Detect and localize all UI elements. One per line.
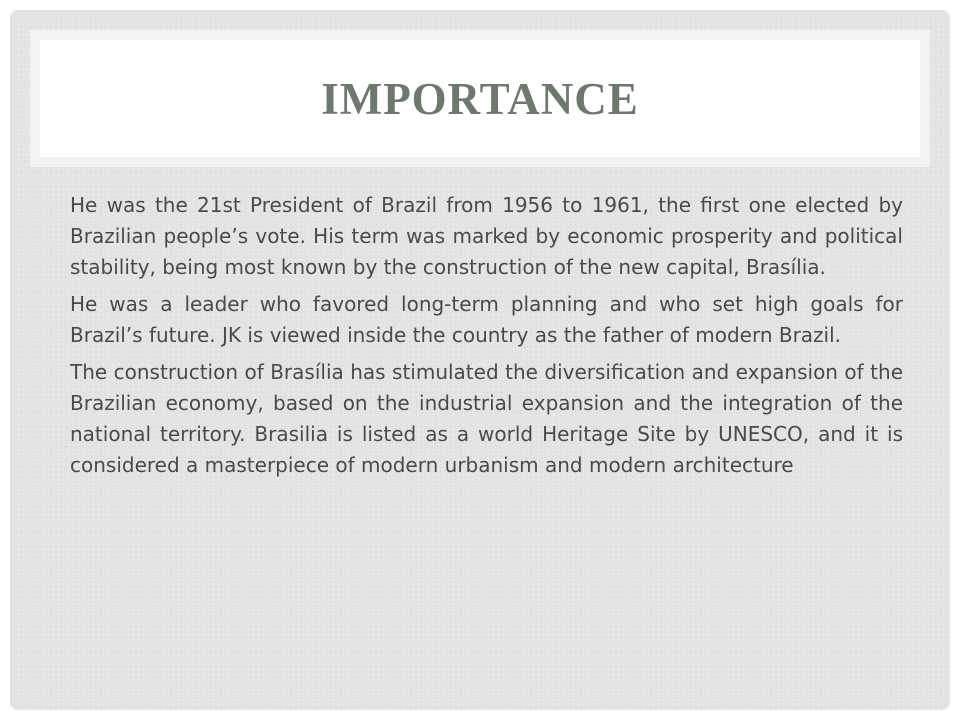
title-panel bbox=[40, 40, 920, 157]
content-body bbox=[70, 190, 903, 487]
title-placeholder bbox=[30, 30, 930, 167]
paragraph-presidency: He was the 21st President of Brazil from 1956 to 1961, the first one elected by Brazilian people’s vote. His term was marked by economic prosperity and political stability, being most known by the construction of the new capital, Brasília. bbox=[70, 193, 903, 279]
paragraph-brasilia: The construction of Brasília has stimulated the diversification and expansion of the Brazilian economy, based on the industrial expansion and the integration of the national territory. Brasilia is listed as a world Heritage Site by UNESCO, and it is considered a masterpiece of modern urbanism and modern architecture bbox=[70, 360, 903, 477]
slide bbox=[10, 10, 950, 710]
slide-title: IMPORTANCE bbox=[321, 73, 639, 124]
paragraph-leadership: He was a leader who favored long-term planning and who set high goals for Brazil’s future. JK is viewed inside the country as the father of modern Brazil. bbox=[70, 292, 903, 347]
